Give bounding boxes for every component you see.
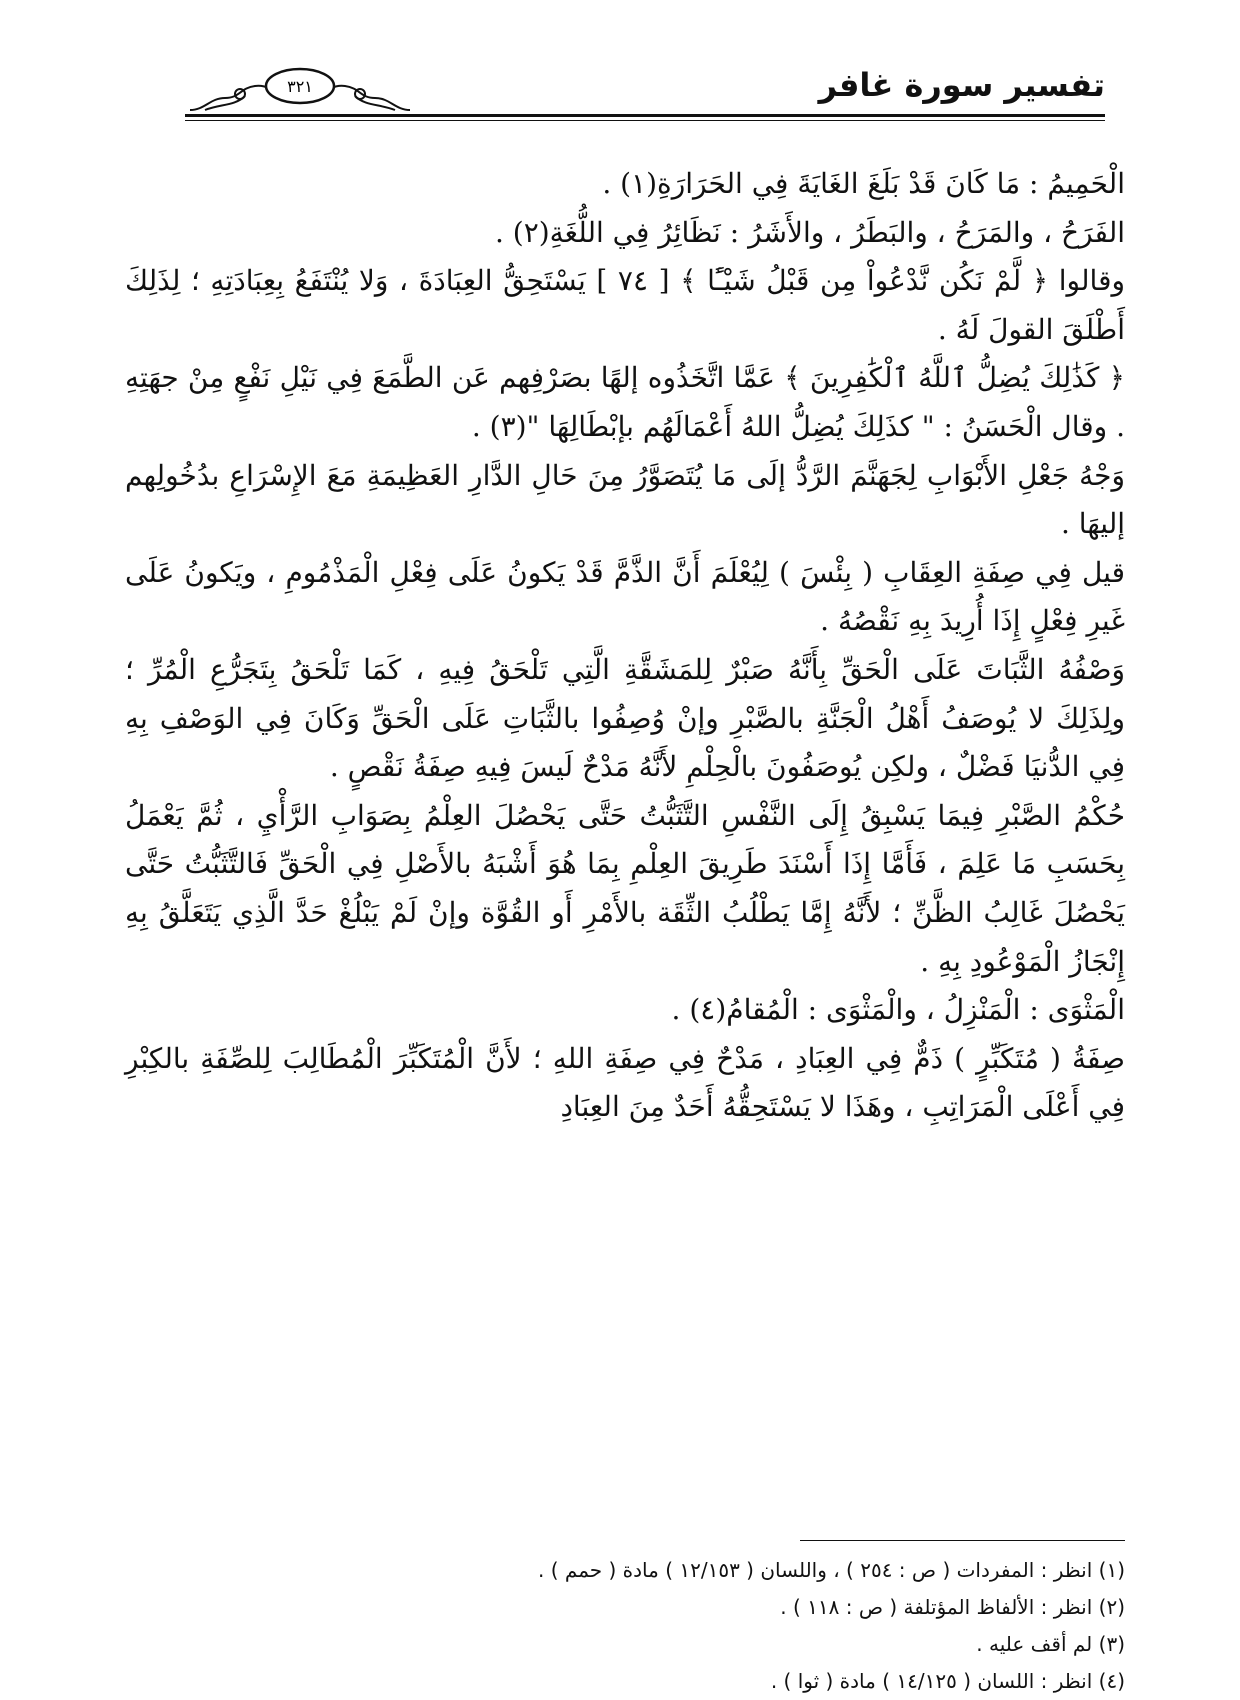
paragraph: صِفَةُ ( مُتَكَبِّرٍ ) ذَمٌّ فِي العِبَادِ ، مَدْحٌ فِي صِفَةِ اللهِ ؛ لأَنَّ الْمُتَكَبِّرَ الْمُطَالِبَ لِلصِّفَةِ بالكِبْرِ فِي أَعْلَى الْمَرَاتِبِ ، وهَذَا لا يَسْتَحِقُّهُ أَحَدٌ مِنَ العِبَادِ xyxy=(125,1041,1125,1124)
page-number: ٣٢١ xyxy=(287,77,313,96)
paragraph: الْحَمِيمُ : مَا كَانَ قَدْ بَلَغَ الغَايَةَ فِي الحَرَارَةِ(١) . xyxy=(602,167,1125,200)
main-text xyxy=(125,160,1125,1132)
page-number-ornament xyxy=(185,58,415,118)
footnote: (١) انظر : المفردات ( ص : ٢٥٤ ) ، واللسان ( ١٢/١٥٣ ) مادة ( حمم ) . xyxy=(538,1558,1125,1582)
paragraph: الْمَثْوَى : الْمَنْزِلُ ، والْمَثْوَى : الْمُقامُ(٤) . xyxy=(671,993,1125,1027)
footnotes xyxy=(125,1552,1125,1700)
paragraph: حُكْمُ الصَّبْرِ فِيمَا يَسْبِقُ إِلَى النَّفْسِ التَّثَبُّتُ حَتَّى يَحْصُلَ العِلْمُ بِصَوَابِ الرَّأْيِ ، ثُمَّ يَعْمَلُ بِحَسَبِ مَا عَلِمَ ، فَأَمَّا إِذَا أَسْنَدَ طَرِيقَ العِلْمِ بِمَا هُوَ أَشْبَهُ بالأَصْلِ فِي الْحَقِّ فَالتَّثَبُّتُ حَتَّى يَحْصُلَ غَالِبُ الظَّنِّ ؛ لأَنَّهُ إِمَّا يَطْلُبُ الثِّقَة بالأَمْرِ أَو القُوَّة وإنْ لَمْ يَبْلُغْ حَدَّ الَّذِي يَتَعَلَّقُ بِهِ إِنْجَازُ الْمَوْعُودِ بِهِ . xyxy=(125,798,1125,978)
header-rule-thin xyxy=(185,120,1105,121)
footnote: (٣) لم أقف عليه . xyxy=(976,1632,1125,1656)
page-header xyxy=(185,58,1105,130)
page-title: تفسير سورة غافر xyxy=(818,66,1105,104)
header-rule xyxy=(185,114,1105,117)
paragraph: قيل فِي صِفَةِ العِقَابِ ( بِئْسَ ) لِيُعْلَمَ أَنَّ الذَّمَّ قَدْ يَكونُ عَلَى فِعْلِ الْمَذْمُومِ ، ويَكونُ عَلَى غَيرِ فِعْلٍ إِذَا أُرِيدَ بِهِ نَقْصُهُ . xyxy=(125,555,1125,638)
footnote: (٢) انظر : الألفاظ المؤتلفة ( ص : ١١٨ ) . xyxy=(780,1595,1125,1619)
footnote: (٤) انظر : اللسان ( ١٤/١٢٥ ) مادة ( ثوا ) . xyxy=(770,1669,1125,1693)
paragraph: الفَرَحُ ، والمَرَحُ ، والبَطَرُ ، والأَشَرُ : نَظَائِرُ فِي اللُّغَةِ(٢) . xyxy=(494,215,1125,249)
paragraph: ﴿ كَذَٰلِكَ يُضِلُّ ٱللَّهُ ٱلْكَٰفِرِينَ ﴾ عَمَّا اتَّخَذُوه إلهًا بصَرْفِهم عَن الطَّمَعَ فِي نَيْلِ نَفْعٍ مِنْ جهَتِهِ . وقال الْحَسَنُ : " كذَلِكَ يُضِلُّ اللهُ أَعْمَالَهُم بإبْطَالِهَا "(٣) . xyxy=(125,361,1125,443)
footnote-separator xyxy=(800,1540,1125,1541)
paragraph: وقالوا ﴿ لَّمْ نَكُن نَّدْعُواْ مِن قَبْلُ شَيْـًٔا ﴾ [ ٧٤ ] يَسْتَحِقُّ العِبَادَةَ ، وَلا يُنْتَفَعُ بِعِبَادَتِهِ ؛ لِذَلِكَ أَطْلَقَ القولَ لَهُ . xyxy=(125,264,1125,346)
paragraph: وَجْهُ جَعْلِ الأَبْوَابِ لِجَهَنَّمَ الرَّدُّ إلَى مَا يُتَصَوَّرُ مِنَ حَالِ الدَّارِ العَظِيمَةِ مَعَ الإِسْرَاعِ بدُخُولِهم إليهَا . xyxy=(125,458,1125,541)
paragraph: وَصْفُهُ الثَّبَاتَ عَلَى الْحَقِّ بِأَنَّهُ صَبْرٌ لِلمَشَقَّةِ الَّتِي تَلْحَقُ فِيهِ ، كَمَا تَلْحَقُ بِتَجَرُّعِ الْمُرِّ ؛ ولِذَلِكَ لا يُوصَفُ أَهْلُ الْجَنَّةِ بالصَّبْرِ وإنْ وُصِفُوا بالثَّبَاتِ عَلَى الْحَقِّ وَكَانَ فِي الوَصْفِ بِهِ فِي الدُّنيَا فَضْلٌ ، ولكِن يُوصَفُونَ بالْحِلْمِ لأَنَّهُ مَدْحٌ لَيسَ فِيهِ صِفَةُ نَقْصٍ . xyxy=(125,652,1125,784)
